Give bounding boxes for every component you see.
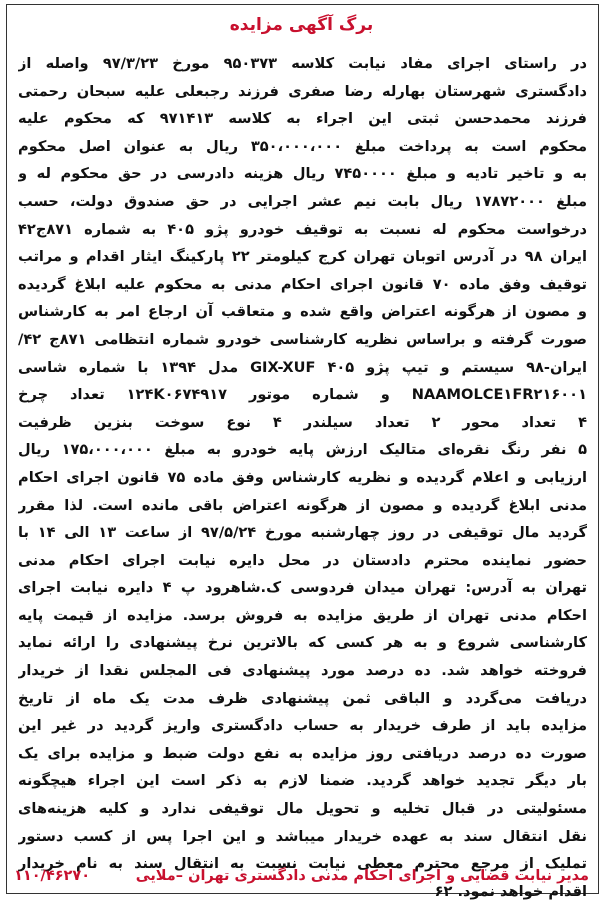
notice-line: گردید مال توقیفی در روز چهارشنبه مورخ ۹۷/۵/۲۴ از ساعت ۱۳ الی ۱۴ با [18, 524, 587, 542]
notice-line: صورت ده درصد دریافتی روز مزایده به نفع دولت ضبط و مزایده برای یک [18, 744, 587, 762]
notice-title: برگ آگهی مزایده [229, 15, 374, 35]
notice-line: فروخته خواهد شد. ده درصد مورد پیشنهادی فی المجلس نقدا از خریدار [18, 662, 587, 680]
notice-code: ۱۱۰/۴۶۲۷۰ [14, 868, 91, 884]
notice-line: محکوم است به پرداخت مبلغ ۳۵۰،۰۰۰،۰۰۰ ریال به عنوان اصل محکوم [18, 137, 587, 155]
notice-line: در راستای اجرای مفاد نیابت کلاسه ۹۵۰۳۷۳ مورخ ۹۷/۳/۲۳ واصله از [18, 55, 587, 72]
notice-line: و مصون از هرگونه اعتراض واقع شده و متعاقب آن ارجاع امر به کارشناس [18, 303, 587, 321]
notice-line: NAAMOLCE۱FR۲۱۶۰۰۱ و شماره موتور ۱۲۴K۰۶۷۴۹۱۷ تعداد چرخ [18, 386, 587, 404]
notice-line: حضور نماینده محترم دادستان در محل دایره نیابت اجرای احکام مدنی [18, 551, 587, 569]
notice-line: کارشناسی شروع و به هر کسی که بالاترین نرخ پیشنهادی را ارائه نماید [18, 634, 587, 652]
notice-line: توقیف وفق ماده ۷۰ قانون اجرای احکام مدنی به محکوم علیه ابلاغ گردیده [18, 275, 587, 293]
notice-line: فرزند محمدحسن ثبتی این اجراء به کلاسه ۹۷۱۴۱۳ که محکوم علیه [18, 110, 587, 128]
signature-line: مدیر نیابت قضایی و اجرای احکام مدنی دادگستری تهران –ملایی [135, 868, 589, 884]
notice-line: دریافت می‌گردد و الباقی ثمن پیشنهادی ظرف مدت یک ماه از تاریخ [18, 689, 587, 707]
notice-line: دادگستری شهرستان بهارله رضا صفری فرزند رجبعلی علیه سبحان رحمتی [18, 82, 587, 100]
notice-line: تملیک از مرجع محترم معطی نیابت نسبت به انتقال سند به نام خریدار [18, 855, 587, 873]
notice-line: به و تاخیر تادیه و مبلغ ۷۴۵۰۰۰۰ ریال هزینه دادرسی در حق محکوم له و [18, 165, 587, 183]
notice-line: مزایده باید از طرف خریدار به حساب دادگستری واریز گردید در غیر این [18, 717, 587, 735]
notice-line: نقل انتقال سند به عهده خریدار میباشد و این اجرا پس از کسب دستور [18, 827, 587, 845]
notice-line: مدنی ابلاغ گردیده و مصون از هرگونه اعتراض باقی مانده است. لذا مقرر [18, 496, 587, 514]
notice-body [18, 50, 587, 905]
notice-line: ایران ۹۸ در آدرس اتوبان تهران کرج کیلومتر ۲۲ پارکینگ ایثار اقدام و مراتب [18, 248, 587, 266]
notice-line: ایران-۹۸ سیستم و تیپ پژو ۴۰۵ GIX-XUF مدل ۱۳۹۴ با شماره شاسی [18, 358, 587, 376]
notice-line: اقدام خواهد نمود. ۶۲ [434, 882, 587, 900]
notice-line: درخواست محکوم له نسبت به توقیف خودرو پژو ۴۰۵ به شماره ۸۷۱ج۴۲ [18, 220, 587, 238]
notice-line: مبلغ ۱۷۸۷۲۰۰۰ ریال بابت نیم عشر اجرایی در حق صندوق دولت، حسب [18, 192, 587, 210]
notice-line: ۵ نفر رنگ نقره‌ای متالیک ارزش پایه خودرو به مبلغ ۱۷۵،۰۰۰،۰۰۰ ریال [18, 441, 587, 459]
notice-line: بار دیگر تجدید خواهد گردید. ضمنا لازم به ذکر است این اجراء هیچگونه [18, 772, 587, 790]
notice-line: تهران به آدرس: تهران میدان فردوسی ک.شاهرود پ ۴ دایره نیابت اجرای [18, 579, 587, 597]
notice-line: ۴ تعداد محور ۲ تعداد سیلندر ۴ نوع سوخت بنزین ظرفیت [18, 413, 587, 431]
notice-line: احکام مدنی تهران از طریق مزایده به فروش برسد. مزایده از قیمت پایه [18, 606, 587, 624]
notice-line: ارزیابی و اعلام گردیده و نظریه کارشناس وفق ماده ۷۵ قانون اجرای احکام [18, 468, 587, 486]
notice-footer [14, 868, 589, 884]
notice-line: مسئولیتی در قبال تخلیه و تحویل مال توقیفی ندارد و کلیه هزینه‌های [18, 800, 587, 818]
notice-line: صورت گرفته و براساس نظریه کارشناسی خودرو شماره انتظامی ۸۷۱ج ۴۲/ [18, 330, 587, 348]
